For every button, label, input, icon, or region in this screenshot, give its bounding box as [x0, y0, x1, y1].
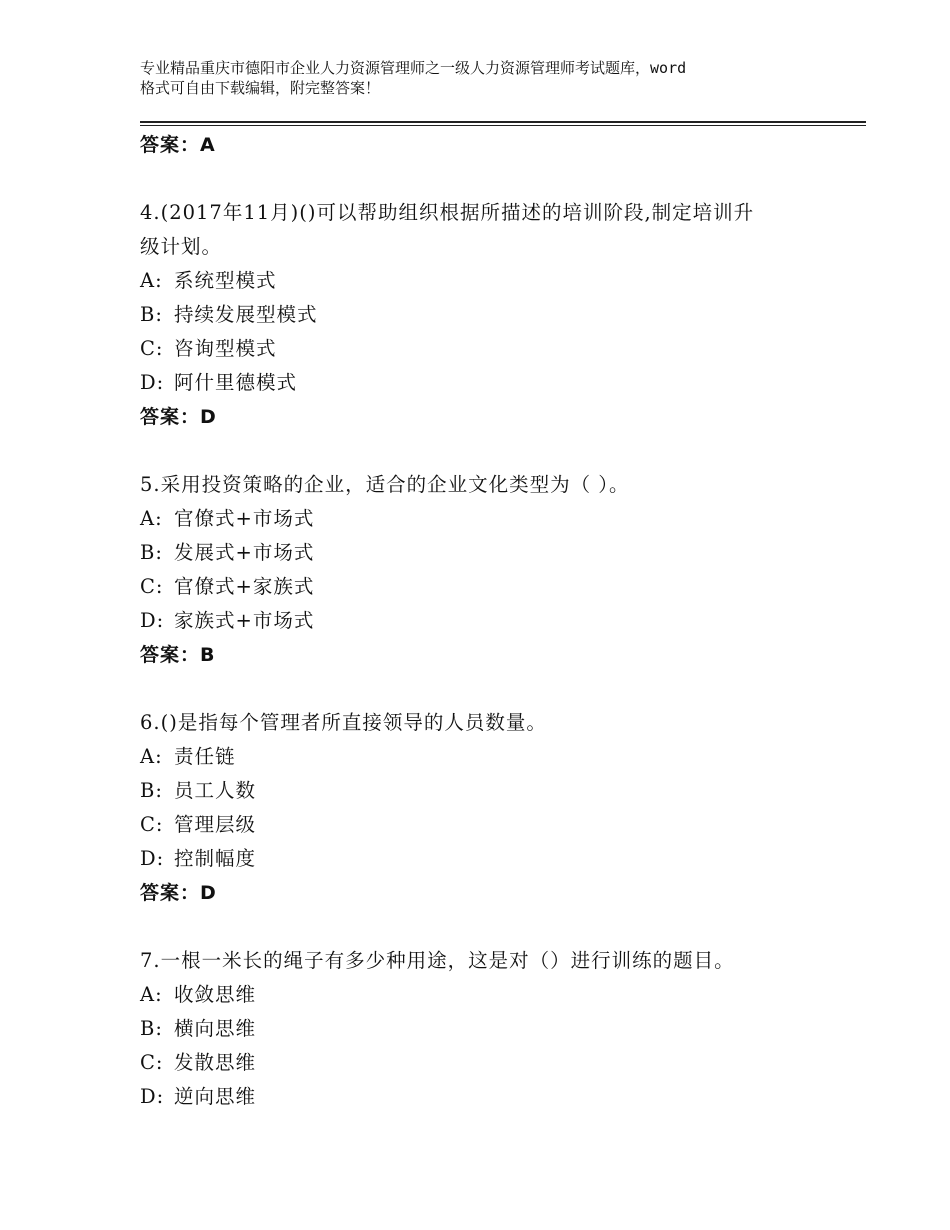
question-stem — [140, 706, 820, 740]
option-text: 发散思维 — [174, 1051, 257, 1074]
option-d — [140, 604, 820, 638]
answer-line: 答案：D — [140, 882, 217, 904]
option-b — [140, 536, 820, 570]
option-text: 官僚式+家族式 — [174, 575, 315, 598]
previous-answer: 答案：A — [140, 134, 216, 156]
question-5 — [140, 468, 820, 672]
option-text: 官僚式+市场式 — [174, 507, 315, 530]
option-key: B: — [140, 779, 163, 802]
header-divider-thin — [140, 125, 866, 126]
question-stem-line-1: 6.()是指每个管理者所直接领导的人员数量。 — [140, 711, 547, 734]
header-divider-thick — [140, 121, 866, 123]
option-b — [140, 774, 820, 808]
option-key: A: — [140, 269, 163, 292]
option-text: 家族式+市场式 — [174, 609, 315, 632]
option-text: 员工人数 — [174, 779, 257, 802]
option-text: 逆向思维 — [174, 1085, 257, 1108]
option-key: D: — [140, 609, 165, 632]
option-key: D: — [140, 847, 165, 870]
answer-line: 答案：D — [140, 406, 217, 428]
option-text: 控制幅度 — [174, 847, 257, 870]
question-stem-line-1: 4.(2017年11月)()可以帮助组织根据所描述的培训阶段,制定培训升 — [140, 201, 755, 224]
option-key: C: — [140, 337, 164, 360]
document-header — [140, 58, 840, 98]
question-7 — [140, 944, 820, 1114]
option-text: 持续发展型模式 — [174, 303, 318, 326]
option-key: A: — [140, 745, 163, 768]
option-d — [140, 366, 820, 400]
question-stem-line-1: 5.采用投资策略的企业，适合的企业文化类型为（ ）。 — [140, 473, 630, 496]
answer-line: 答案：B — [140, 644, 216, 666]
option-key: C: — [140, 575, 164, 598]
option-c — [140, 332, 820, 366]
option-a — [140, 502, 820, 536]
option-text: 阿什里德模式 — [174, 371, 298, 394]
option-b — [140, 1012, 820, 1046]
option-d — [140, 842, 820, 876]
option-a — [140, 740, 820, 774]
option-key: C: — [140, 813, 164, 836]
option-text: 收敛思维 — [174, 983, 257, 1006]
option-text: 管理层级 — [174, 813, 257, 836]
option-d — [140, 1080, 820, 1114]
option-key: B: — [140, 1017, 163, 1040]
option-c — [140, 1046, 820, 1080]
option-key: C: — [140, 1051, 164, 1074]
option-key: D: — [140, 1085, 165, 1108]
question-stem-line-1: 7.一根一米长的绳子有多少种用途，这是对（）进行训练的题目。 — [140, 949, 735, 972]
option-b — [140, 298, 820, 332]
option-key: A: — [140, 983, 163, 1006]
header-title-line-1: 专业精品重庆市德阳市企业人力资源管理师之一级人力资源管理师考试题库，word — [140, 59, 687, 77]
option-key: B: — [140, 303, 163, 326]
option-c — [140, 808, 820, 842]
option-a — [140, 264, 820, 298]
option-text: 责任链 — [174, 745, 236, 768]
option-c — [140, 570, 820, 604]
option-key: B: — [140, 541, 163, 564]
header-title-line-2: 格式可自由下载编辑，附完整答案！ — [140, 79, 381, 97]
option-key: D: — [140, 371, 165, 394]
option-text: 咨询型模式 — [174, 337, 277, 360]
question-stem — [140, 468, 820, 502]
option-text: 发展式+市场式 — [174, 541, 315, 564]
question-6 — [140, 706, 820, 910]
option-text: 系统型模式 — [174, 269, 277, 292]
option-key: A: — [140, 507, 163, 530]
option-a — [140, 978, 820, 1012]
question-stem-line-2: 级计划。 — [140, 235, 223, 258]
option-text: 横向思维 — [174, 1017, 257, 1040]
question-stem — [140, 944, 820, 978]
question-stem — [140, 196, 820, 264]
question-list — [140, 128, 820, 1114]
question-4 — [140, 196, 820, 434]
